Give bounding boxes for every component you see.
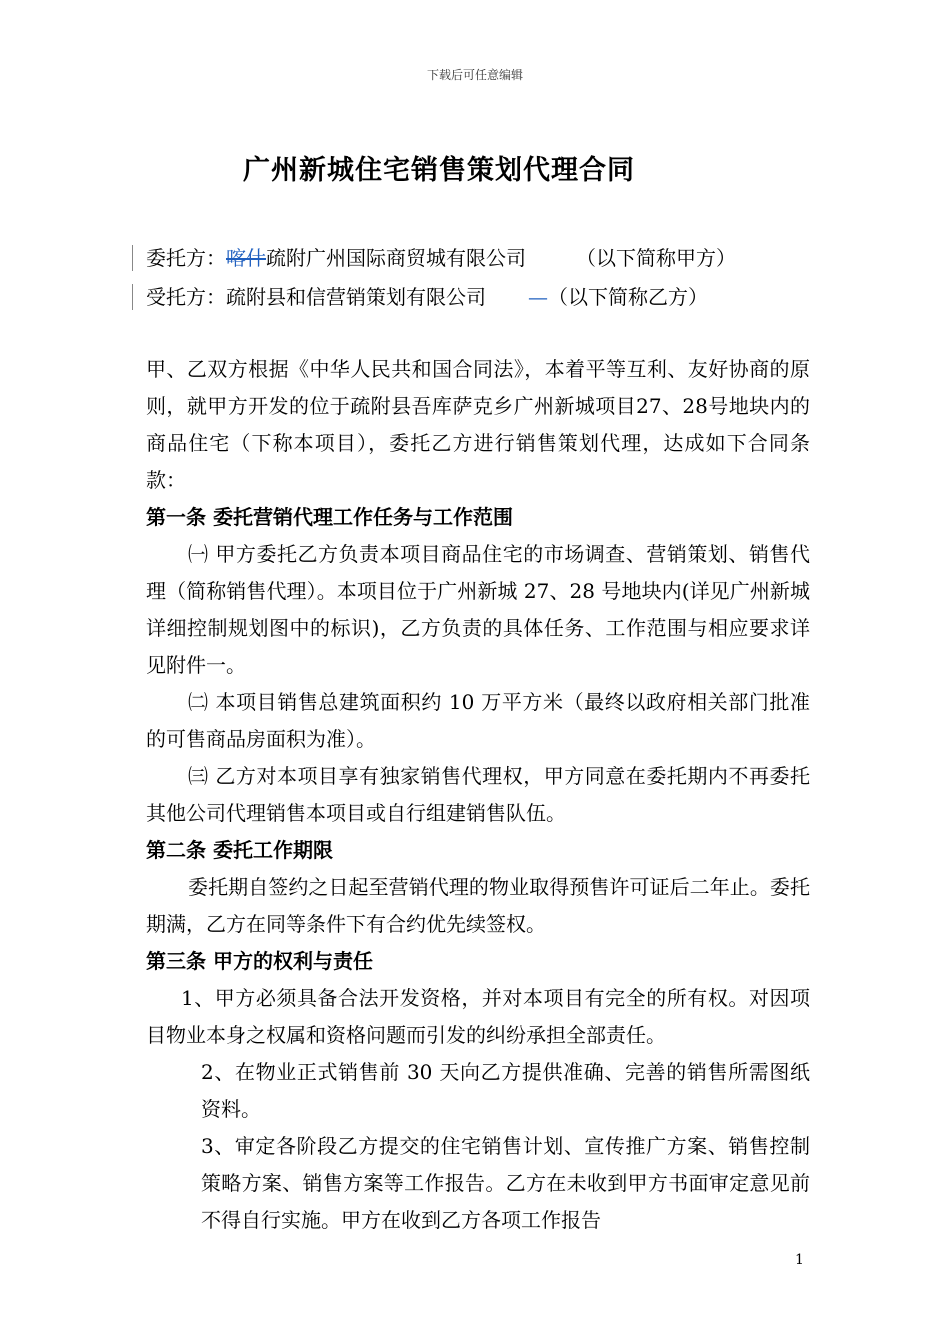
document-title: 广州新城住宅销售策划代理合同	[243, 155, 635, 186]
header-note: 下载后可任意编辑	[426, 68, 523, 82]
party-b-dash: —	[528, 285, 548, 309]
revision-bar	[132, 284, 133, 310]
article3-heading: 第三条 甲方的权利与责任	[146, 949, 373, 973]
article2-text: 委托期自签约之日起至营销代理的物业取得预售许可证后二年止。委托期满，乙方在同等条件下有合约优先续签权。	[146, 875, 810, 936]
contract-body	[146, 351, 810, 1239]
article2-heading: 第二条 委托工作期限	[146, 838, 333, 862]
party-a-label: 委托方：	[146, 246, 226, 270]
party-a-name: 疏附广州国际商贸城有限公司	[266, 246, 526, 270]
article3-item1: 1、甲方必须具备合法开发资格，并对本项目有完全的所有权。对因项目物业本身之权属和资格问题而引发的纠纷承担全部责任。	[146, 986, 810, 1047]
article1-item2: ㈡ 本项目销售总建筑面积约 10 万平方米（最终以政府相关部门批准的可售商品房面积为准）。	[146, 690, 810, 751]
party-a-alias: （以下简称甲方）	[576, 246, 736, 270]
page-number: 1	[795, 1252, 804, 1268]
intro-paragraph: 甲、乙双方根据《中华人民共和国合同法》，本着平等互利、友好协商的原则，就甲方开发的位于疏附县吾库萨克乡广州新城项目27、28号地块内的商品住宅（下称本项目），委托乙方进行销售策划代理，达成如下合同条款：	[146, 357, 810, 492]
article3-item3: 3、审定各阶段乙方提交的住宅销售计划、宣传推广方案、销售控制策略方案、销售方案等工作报告。乙方在未收到甲方书面审定意见前不得自行实施。甲方在收到乙方各项工作报告	[201, 1134, 810, 1232]
revision-bar	[132, 245, 133, 271]
party-b-label: 受托方：	[146, 285, 226, 309]
article1-item1: ㈠ 甲方委托乙方负责本项目商品住宅的市场调查、营销策划、销售代理（简称销售代理）。本项目位于广州新城 27、28 号地块内(详见广州新城详细控制规划图中的标识)，乙方负责的具体任务、工作范围与相应要求详见附件一。	[146, 542, 810, 677]
party-b-name: 疏附县和信营销策划有限公司	[226, 285, 486, 309]
party-b-line	[146, 285, 708, 309]
party-a-line	[146, 246, 736, 270]
article1-item3: ㈢ 乙方对本项目享有独家销售代理权，甲方同意在委托期内不再委托其他公司代理销售本项目或自行组建销售队伍。	[146, 764, 810, 825]
article3-item2: 2、在物业正式销售前 30 天向乙方提供准确、完善的销售所需图纸资料。	[201, 1060, 810, 1121]
article1-heading: 第一条 委托营销代理工作任务与工作范围	[146, 505, 513, 529]
party-a-struck-text: 喀什	[226, 246, 266, 270]
party-b-alias: （以下简称乙方）	[548, 285, 708, 309]
